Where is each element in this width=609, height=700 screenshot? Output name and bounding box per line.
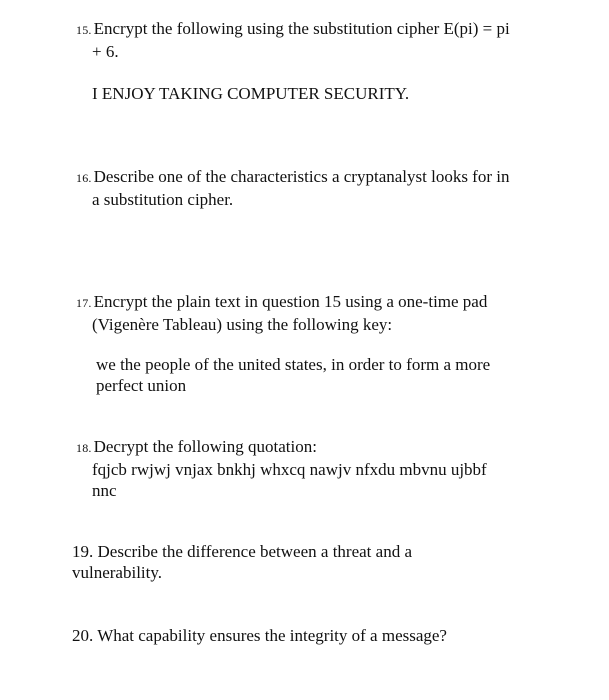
question-17 [76,291,487,335]
question-18-cipher-line1: fqjcb rwjwj vnjax bnkhj whxcq nawjv nfxdu mbvnu ujbbf [92,460,487,479]
question-19 [72,541,412,583]
question-17-line1: 17. Encrypt the plain text in question 15 using a one-time pad [76,292,488,311]
question-19-line1: 19. Describe the difference between a threat and a [72,542,412,561]
question-18-line1: 18. Decrypt the following quotation: [76,437,317,456]
question-18 [76,436,487,501]
question-16-line2: a substitution cipher. [92,190,234,209]
question-17-key-line1: we the people of the united states, in order to form a more [96,355,491,374]
question-19-line2: vulnerability. [72,563,163,582]
question-17-number: 17. [76,296,92,310]
question-15-line1: 15. Encrypt the following using the substitution cipher E(pi) = pi [76,19,510,38]
question-16 [76,166,509,210]
question-20 [72,625,447,646]
question-15-number: 15. [76,23,92,37]
question-18-cipher-line2: nnc [92,481,117,500]
question-15-line2: + 6. [92,42,119,61]
question-18-number: 18. [76,441,92,455]
question-15 [76,18,510,62]
question-15-plaintext: I ENJOY TAKING COMPUTER SECURITY. [92,84,410,103]
question-16-line1: 16. Describe one of the characteristics a cryptanalyst looks for in [76,167,510,186]
question-17-line2: (Vigenère Tableau) using the following key: [92,315,393,334]
question-16-number: 16. [76,171,92,185]
question-17-key-line2: perfect union [96,376,187,395]
question-17-key [96,354,490,396]
question-20-line1: 20. What capability ensures the integrity of a message? [72,626,447,645]
